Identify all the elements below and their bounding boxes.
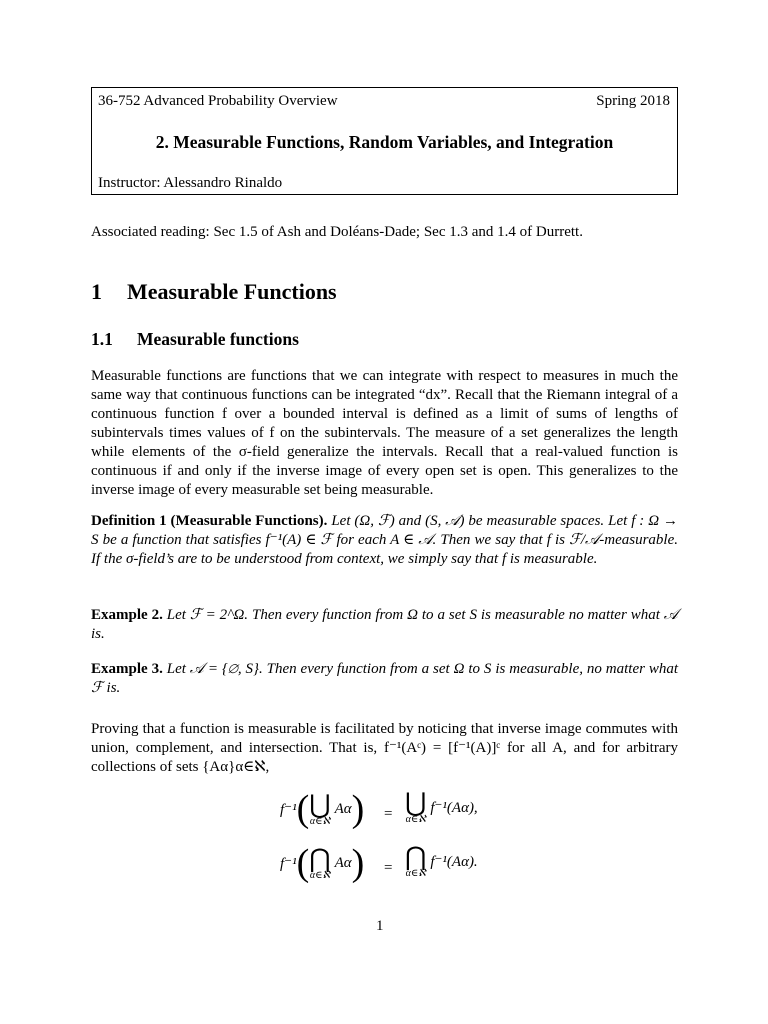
intersection-index-rhs: α∈ℵ [405, 868, 426, 879]
f-inverse-2: f⁻¹ [280, 855, 297, 872]
union-symbol-rhs: ⋃ [405, 788, 427, 817]
equation-union-rhs [405, 790, 478, 825]
union-operator [309, 789, 331, 827]
definition-1 [91, 512, 678, 569]
f-inverse: f⁻¹ [280, 801, 297, 818]
intersection-index: α∈ℵ [309, 869, 330, 881]
example-2-text: Let ℱ = 2^Ω. Then every function from Ω to a set S is measurable no matter what 𝒜 is. [91, 607, 679, 642]
intersection-symbol: ⋂ [309, 843, 331, 873]
associated-reading: Associated reading: Sec 1.5 of Ash and Doléans-Dade; Sec 1.3 and 1.4 of Durrett. [91, 224, 583, 240]
page-number: 1 [376, 918, 384, 934]
equation-union-lhs [280, 790, 364, 828]
course-name: 36-752 Advanced Probability Overview [98, 93, 338, 109]
example-3 [91, 660, 678, 698]
section-title: Measurable Functions [127, 279, 337, 304]
left-paren-2: ( [296, 842, 310, 884]
example-2-label: Example 2. [91, 607, 163, 623]
example-2 [91, 606, 678, 644]
a-alpha: Aα [334, 800, 352, 817]
subsection-heading [91, 329, 299, 350]
definition-label: Definition 1 (Measurable Functions). [91, 513, 328, 529]
union-index-rhs: α∈ℵ [405, 814, 426, 825]
intersection-symbol-rhs: ⋂ [405, 842, 427, 871]
a-alpha-2: Aα [334, 854, 352, 871]
intersection-operator-rhs [405, 844, 426, 879]
proving-paragraph: Proving that a function is measurable is facilitated by noticing that inverse image commutes with union, complement, and intersection. That is, f⁻¹(Aᶜ) = [f⁻¹(A)]ᶜ for all A, and for arbitrary collections of sets {Aα}α∈ℵ, [91, 721, 678, 775]
example-3-label: Example 3. [91, 661, 163, 677]
equation-intersection-lhs [280, 844, 364, 882]
example-3-text: Let 𝒜 = {∅, S}. Then every function from a set Ω to S is measurable, no matter what ℱ is. [91, 661, 679, 696]
equation-intersection-rhs [405, 844, 478, 879]
right-paren: ) [351, 788, 365, 830]
union-operator-rhs [405, 790, 426, 825]
instructor: Instructor: Alessandro Rinaldo [98, 175, 283, 191]
intro-paragraph: Measurable functions are functions that we can integrate with respect to measures in much the same way that continuous functions can be integrated “dx”. Recall that the Riemann integral of a continuous function f over a bounded interval is defined as a limit of sums of lengths of subintervals times values of f on the subintervals. The measure of a set generalizes the length while elements of the σ-field generalize the intervals. Recall that a real-valued function is continuous if and only if the inverse image of every open set is open. This generalizes to the inverse image of every measurable set being measurable. [91, 368, 678, 498]
left-paren: ( [296, 788, 310, 830]
rhs-2: f⁻¹(Aα). [430, 854, 478, 870]
subsection-number: 1.1 [91, 329, 113, 349]
subsection-title: Measurable functions [137, 329, 299, 349]
term: Spring 2018 [596, 93, 670, 109]
section-number: 1 [91, 279, 102, 304]
equals-sign-1: = [384, 806, 393, 822]
equals-sign-2: = [384, 860, 393, 876]
rhs-1: f⁻¹(Aα), [430, 800, 478, 816]
definition-text: Let (Ω, ℱ) and (S, 𝒜) be measurable spaces. Let f : Ω → S be a function that satisfies f⁻¹(A) ∈ ℱ for each A ∈ 𝒜. Then we say that f is ℱ/𝒜-measurable. If the σ-field’s are to be understood from context, we simply say that f is measurable. [91, 513, 679, 567]
right-paren-2: ) [351, 842, 365, 884]
intersection-operator [309, 843, 331, 881]
union-symbol: ⋃ [309, 789, 331, 819]
union-index: α∈ℵ [309, 815, 330, 827]
lecture-title: 2. Measurable Functions, Random Variables, and Integration [155, 132, 614, 152]
section-heading [91, 279, 337, 305]
